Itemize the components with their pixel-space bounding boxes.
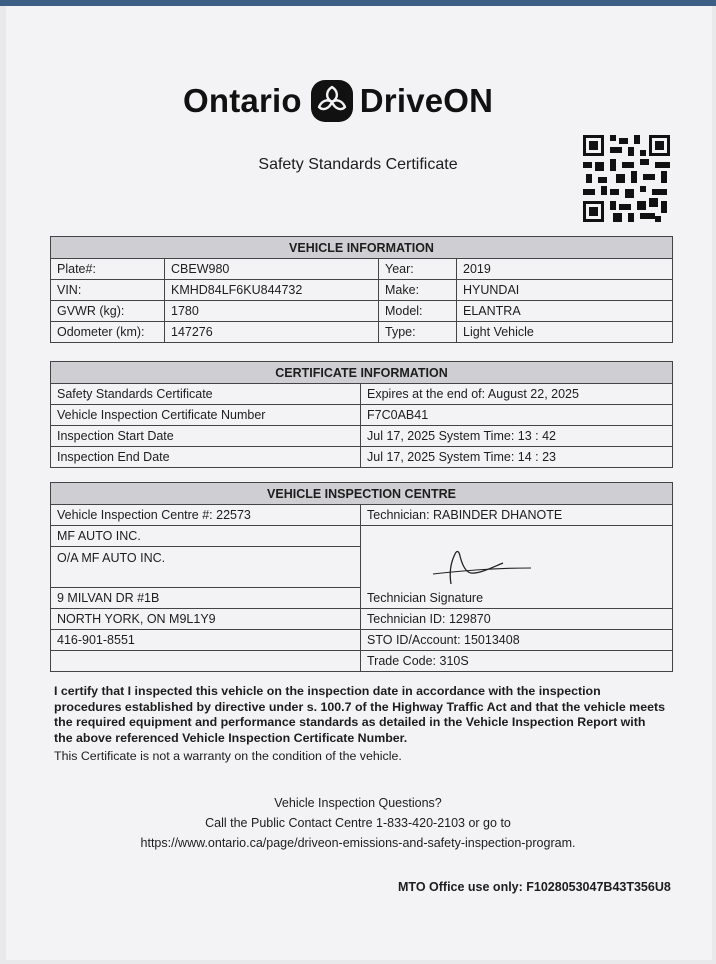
ssc-expiry: Expires at the end of: August 22, 2025 — [361, 384, 673, 405]
empty-cell — [51, 651, 361, 672]
section-heading: VEHICLE INFORMATION — [51, 237, 673, 259]
centre-address: 9 MILVAN DR #1B — [51, 588, 361, 609]
brand-ontario: Ontario — [183, 82, 302, 119]
sto-account: STO ID/Account: 15013408 — [361, 630, 673, 651]
model-value: ELANTRA — [457, 301, 673, 322]
signature-label: Technician Signature — [367, 591, 484, 605]
year-value: 2019 — [457, 259, 673, 280]
type-value: Light Vehicle — [457, 322, 673, 343]
year-label: Year: — [379, 259, 457, 280]
signature-cell — [361, 526, 673, 609]
start-date-label: Inspection Start Date — [51, 426, 361, 447]
warranty-disclaimer: This Certificate is not a warranty on the condition of the vehicle. — [54, 749, 402, 763]
centre-number: Vehicle Inspection Centre #: 22573 — [51, 505, 361, 526]
odometer-value: 147276 — [165, 322, 379, 343]
make-label: Make: — [379, 280, 457, 301]
trillium-icon — [310, 79, 354, 123]
inspection-centre-table — [50, 482, 673, 672]
vicn-label: Vehicle Inspection Certificate Number — [51, 405, 361, 426]
odometer-label: Odometer (km): — [51, 322, 165, 343]
certificate-information-table — [50, 361, 673, 468]
gvwr-value: 1780 — [165, 301, 379, 322]
end-date-label: Inspection End Date — [51, 447, 361, 468]
certification-statement: I certify that I inspected this vehicle on the inspection date in accordance with the inspection procedures established by directive under s. 100.7 of the Highway Traffic Act and that the vehicle meets the required equipment and performance standards as detailed in the Vehicle Inspection Report with the above referenced Vehicle Inspection Certificate Number. — [54, 684, 666, 745]
start-date-value: Jul 17, 2025 System Time: 13 : 42 — [361, 426, 673, 447]
ssc-label: Safety Standards Certificate — [51, 384, 361, 405]
business-operating-name: O/A MF AUTO INC. — [51, 547, 361, 588]
vehicle-information-table — [50, 236, 673, 343]
section-heading: VEHICLE INSPECTION CENTRE — [51, 483, 673, 505]
mto-office-code: MTO Office use only: F1028053047B43T356U8 — [398, 880, 671, 894]
business-name: MF AUTO INC. — [51, 526, 361, 547]
end-date-value: Jul 17, 2025 System Time: 14 : 23 — [361, 447, 673, 468]
ontario-driveon-logo — [183, 76, 493, 126]
brand-driveon: DriveON — [359, 82, 494, 119]
vin-label: VIN: — [51, 280, 165, 301]
vicn-value: F7C0AB41 — [361, 405, 673, 426]
gvwr-label: GVWR (kg): — [51, 301, 165, 322]
vin-value: KMHD84LF6KU844732 — [165, 280, 379, 301]
trade-code: Trade Code: 310S — [361, 651, 673, 672]
section-heading: CERTIFICATE INFORMATION — [51, 362, 673, 384]
qr-code-icon — [583, 135, 670, 222]
contact-url[interactable]: https://www.ontario.ca/page/driveon-emissions-and-safety-inspection-program. — [140, 836, 576, 850]
contact-phone-line: Call the Public Contact Centre 1-833-420-2103 or go to — [205, 816, 511, 830]
technician-id: Technician ID: 129870 — [361, 609, 673, 630]
plate-label: Plate#: — [51, 259, 165, 280]
plate-value: CBEW980 — [165, 259, 379, 280]
centre-phone: 416-901-8551 — [51, 630, 361, 651]
model-label: Model: — [379, 301, 457, 322]
technician-signature — [391, 544, 551, 588]
type-label: Type: — [379, 322, 457, 343]
make-value: HYUNDAI — [457, 280, 673, 301]
technician-name: Technician: RABINDER DHANOTE — [361, 505, 673, 526]
centre-city: NORTH YORK, ON M9L1Y9 — [51, 609, 361, 630]
page-title: Safety Standards Certificate — [258, 156, 458, 173]
contact-heading: Vehicle Inspection Questions? — [274, 796, 442, 810]
